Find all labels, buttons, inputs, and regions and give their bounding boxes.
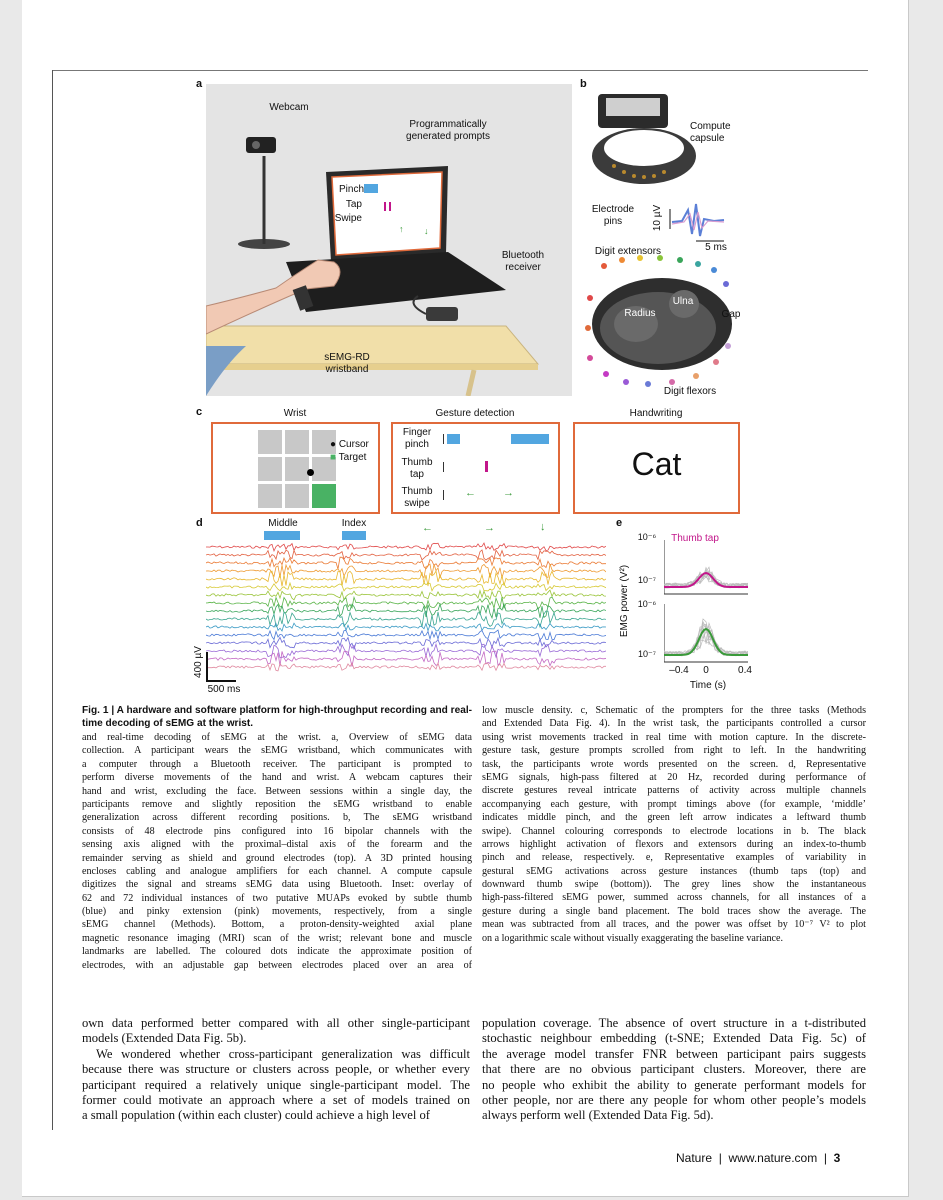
footer-sep-2: |	[823, 1151, 827, 1165]
text-line: gesture task, gesture prompts scrolled from right to left. In the handwriting	[482, 745, 866, 757]
body-left-column	[82, 1016, 470, 1124]
panel-b-letter: b	[580, 78, 587, 90]
digit-flexors-label: Digit flexors	[663, 386, 717, 397]
text-line: accompanying each gesture, with prompt timings above (for example, ‘middle’	[482, 798, 866, 810]
d-swipe-down-icon: ↓	[540, 521, 546, 533]
wristband-label-1: sEMG-RD	[324, 352, 370, 363]
text-line: gestural sEMG activations across gesture instances (thumb taps (top) and	[482, 865, 866, 877]
text-line: the average model transfer FNR between participant pairs suggests	[482, 1046, 866, 1061]
journal-site: www.nature.com	[728, 1151, 818, 1165]
gesture-task-box	[391, 422, 560, 514]
e-xtick-3: 0.4	[738, 665, 752, 676]
pinch-prompt-2	[511, 434, 549, 444]
swipe-left-icon: ←	[465, 487, 476, 499]
text-line: using wrist movements tracked in real time with motion capture. In the discrete-	[482, 731, 866, 743]
text-line: stochastic neighbour embedding (t-SNE; Extended Data Fig. 5c) of	[482, 1031, 866, 1046]
margin-rule	[52, 70, 53, 1130]
swipe-right-icon: →	[503, 487, 514, 499]
text-line: and real-time decoding of sEMG at the wrist. a, Overview of sEMG data	[82, 732, 472, 743]
cursor-legend: ● Cursor	[330, 439, 369, 450]
wrist-task-box	[211, 422, 380, 514]
e-xlabel: Time (s)	[689, 680, 727, 691]
text-line: pinch and release, respectively. e, Representative examples of variability in	[482, 852, 866, 864]
text-line: low muscle density. c, Schematic of the prompters for the three tasks (Methods	[482, 705, 866, 716]
radius-label: Radius	[624, 308, 656, 319]
emg-channel-trace	[206, 557, 606, 569]
text-line: mean was subtracted from all traces, and the power was offset by 10⁻⁷ V² to plot	[482, 919, 866, 931]
text-line: always perform well (Extended Data Fig. 5d).	[482, 1108, 714, 1123]
text-line: sEMG signals, high-pass filtered at 20 Hz, recorded during performance of	[482, 771, 866, 783]
bluetooth-label-1: Bluetooth	[501, 250, 545, 261]
text-line: gesture during a single band placement. The bold traces show the average. The	[482, 905, 866, 917]
emg-channel-trace	[206, 543, 606, 551]
handwriting-task-box	[573, 422, 740, 514]
emg-traces	[206, 541, 606, 675]
bluetooth-label-2: receiver	[505, 262, 541, 273]
handwriting-title: Handwriting	[629, 408, 683, 419]
screen-pinch-label: Pinch	[338, 184, 364, 195]
text-line: a small population (within each cluster) could achieve a high level of	[82, 1108, 430, 1123]
emg-channel-trace	[206, 630, 606, 640]
d-scale-voltage: 400 µV	[193, 646, 204, 678]
screen-swipe-label: Swipe	[334, 213, 362, 224]
text-line: remainder serving as shield and ground electrodes (top). A 3D printed housing	[82, 852, 472, 864]
text-line: (blue) and pinky extension (pink) movements, respectively, from a single	[82, 906, 472, 918]
header-rule	[52, 70, 868, 71]
text-line: no people who exhibit the ability to generate performant models for	[482, 1077, 866, 1092]
panel-c-letter: c	[196, 406, 203, 418]
svg-text:↑: ↑	[399, 224, 404, 234]
b-scale-time: 5 ms	[705, 242, 727, 253]
gap-label: Gap	[721, 309, 741, 320]
text-line: perform diverse movements of the hand and wrist. A webcam captures their	[82, 772, 472, 784]
cursor-dot	[307, 469, 314, 476]
text-line: consists of 48 electrode pins configured into 16 bipolar channels with the	[82, 825, 472, 837]
emg-channel-trace	[206, 571, 606, 586]
text-line: other people, nor are there any people for whom other people’s models	[482, 1092, 866, 1107]
text-line: sEMG channel (Methods). Bottom, a proton-density-weighted axial plane	[82, 919, 472, 931]
d-swipe-left-icon: ←	[422, 522, 433, 534]
emg-channel-trace	[206, 663, 606, 671]
gesture-title: Gesture detection	[435, 408, 515, 419]
emg-channel-trace	[206, 597, 606, 609]
d-scale-time: 500 ms	[207, 684, 241, 695]
text-line: on a logarithmic scale without visually exaggerating the baseline variance.	[482, 932, 784, 944]
panel-e-letter: e	[616, 517, 623, 529]
compute-label-1: Compute	[690, 121, 731, 132]
svg-text:↓: ↓	[424, 226, 429, 236]
caption-right-column	[482, 704, 866, 945]
text-line: hand and wrist, excluding the face. Between sessions within a single day, the	[82, 785, 472, 797]
d-swipe-right-icon: →	[484, 522, 495, 534]
panel-d-letter: d	[196, 517, 203, 529]
emg-channel-trace	[206, 651, 606, 666]
emg-channel-trace	[206, 623, 606, 631]
thumb-tap-label-2: tap	[410, 469, 424, 480]
thumb-tap-label-1: Thumb	[401, 457, 433, 468]
e-xtick-2: 0	[703, 665, 709, 676]
webcam-label: Webcam	[269, 102, 309, 113]
emg-channel-trace	[206, 611, 606, 627]
index-prompt-bar	[342, 531, 366, 540]
text-line: because there was structure or clusters across people, or whether every	[82, 1062, 470, 1077]
text-line: and Extended Data Fig. 4). In the wrist task, the participants controlled a cursor	[482, 718, 866, 730]
caption-label: Fig. 1 | A hardware and software platform for high-throughput recording and real-time decoding of sEMG at the wrist.	[82, 705, 472, 730]
e-instance-trace	[664, 622, 748, 656]
text-line: participants remove and slightly reposition the sEMG wristband to enable	[82, 798, 472, 810]
caption-left-column	[82, 731, 472, 972]
text-line: former could motivate an approach where a set of models trained on	[82, 1092, 470, 1107]
ulna-label: Ulna	[672, 296, 694, 307]
page-footer	[676, 1151, 840, 1165]
electrode-label-2: pins	[603, 216, 623, 227]
text-line: 62 and 72 individual instances of two putative MUAPs evoked by subtle thumb	[82, 892, 472, 904]
footer-sep-1: |	[718, 1151, 722, 1165]
text-line: digitizes the signal and streams sEMG data using Bluetooth. Inset: overlay of	[82, 879, 472, 891]
e-top-hi: 10⁻⁶	[637, 532, 657, 542]
text-line: downward thumb swipe (bottom)). The grey lines show the instantaneous	[482, 879, 866, 891]
e-ylabel: EMG power (V²)	[619, 564, 630, 638]
text-line: We wondered whether cross-participant generalization was difficult	[96, 1046, 470, 1061]
e-bot-hi: 10⁻⁶	[637, 599, 657, 609]
panel-a-letter: a	[196, 78, 203, 90]
text-line: participant required a relatively unique single-participant model. The	[82, 1077, 470, 1092]
target-legend: ■ Target	[330, 452, 367, 463]
text-line: collection. A participant wears the sEMG wristband, which communicates with	[82, 745, 472, 757]
text-line: high-pass-filtered sEMG power, summed across channels, for all instances of a	[482, 892, 866, 904]
finger-pinch-label-2: pinch	[405, 439, 429, 450]
e-power-plots	[664, 540, 748, 664]
prompts-label-2: generated prompts	[406, 131, 490, 142]
compute-label-2: capsule	[690, 133, 725, 144]
thumb-swipe-label-1: Thumb	[401, 486, 433, 497]
emg-channel-trace	[206, 583, 606, 591]
text-line: task, the participants wrote words presented on the screen. d, Representative	[482, 758, 866, 770]
text-line: indicates middle pinch, and the green left arrow indicates a leftward thumb	[482, 812, 866, 824]
middle-prompt-bar	[264, 531, 300, 540]
e-bot-lo: 10⁻⁷	[637, 649, 657, 659]
prompts-label-1: Programmatically	[409, 119, 487, 130]
wristband-label-2: wristband	[325, 364, 369, 375]
text-line: own data performed better compared with all other single-participant	[82, 1016, 470, 1030]
e-instance-trace	[664, 629, 748, 656]
middle-label: Middle	[268, 518, 298, 529]
text-line: a computer through a Bluetooth receiver. The participant is prompted to	[82, 758, 472, 770]
text-line: that there are no obvious participant clusters. Moreover, there are	[482, 1062, 866, 1077]
text-line: electrodes, with an adjustable gap between electrodes placed over an area of	[82, 959, 472, 971]
screen-tap-label: Tap	[345, 199, 362, 210]
e-top-lo: 10⁻⁷	[637, 575, 657, 585]
thumb-swipe-label-2: swipe	[404, 498, 430, 509]
text-line: swipe). Channel colouring corresponds to electrode locations in b. The black	[482, 825, 866, 837]
text-line: encloses cabling and analogue amplifiers for each channel. A compute capsule	[82, 865, 472, 877]
finger-pinch-label-1: Finger	[402, 427, 432, 438]
thumb-tap-title: Thumb tap	[671, 533, 719, 544]
electrode-label-1: Electrode	[591, 204, 635, 215]
text-line: population coverage. The absence of overt structure in a t-distributed	[482, 1016, 866, 1030]
b-scale-voltage: 10 µV	[652, 204, 663, 232]
tap-prompt	[485, 461, 488, 472]
text-line: magnetic resonance imaging (MRI) scan of the wrist; relevant bone and muscle	[82, 932, 472, 944]
pinch-prompt-1	[447, 434, 460, 444]
text-line: landmarks are labelled. The coloured dots indicate the approximate position of	[82, 946, 472, 958]
body-right-column	[482, 1016, 866, 1124]
wrist-title: Wrist	[283, 408, 307, 419]
emg-channel-trace	[206, 590, 606, 600]
journal-name: Nature	[676, 1151, 713, 1165]
text-line: models (Extended Data Fig. 5b).	[82, 1031, 247, 1046]
emg-channel-trace	[206, 550, 606, 560]
text-line: sensing axis aligned with the proximal–distal axis of the forearm and the	[82, 839, 472, 851]
handwriting-word: Cat	[631, 446, 682, 482]
text-line: arrows highlight activation of flexors and extensors during an index-to-thumb	[482, 838, 866, 850]
index-label: Index	[341, 518, 367, 529]
page-number: 3	[833, 1151, 841, 1165]
text-line: generalization across different recording positions. b, The sEMG wristband	[82, 812, 472, 824]
text-line: discrete gestures reveal intricate patterns of activity across multiple channels	[482, 785, 866, 797]
digit-extensors-label: Digit extensors	[594, 246, 662, 257]
e-xtick-1: –0.4	[669, 665, 689, 676]
